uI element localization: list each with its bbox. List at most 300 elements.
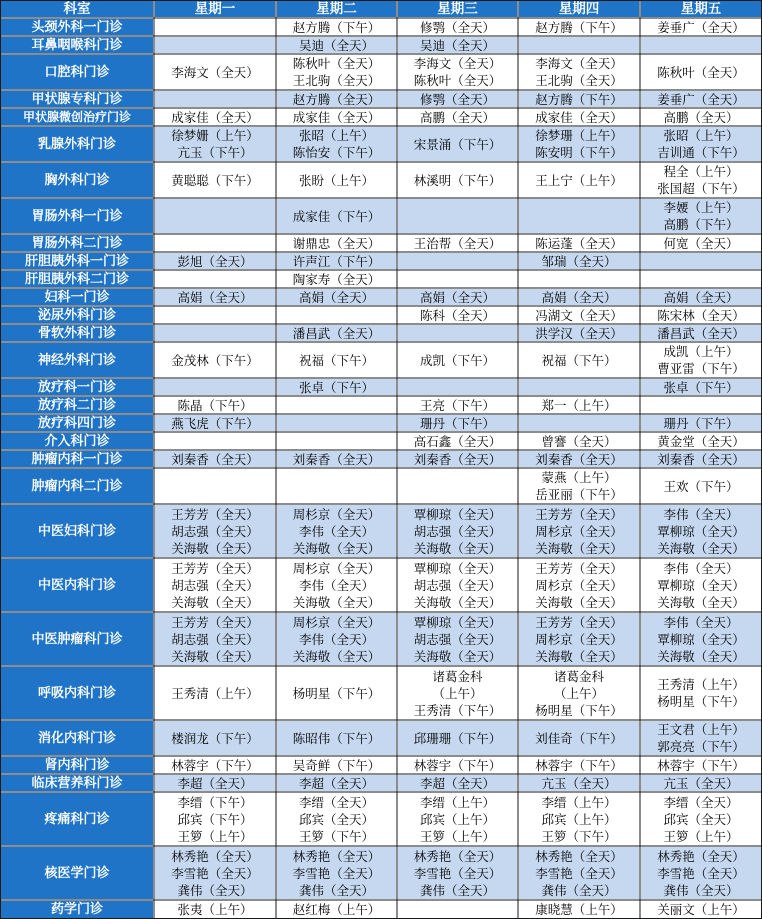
doctor-entry: 王箩（上午） [419, 828, 495, 844]
doctor-entry: 姜垂广（全天） [657, 19, 745, 35]
doctor-entry: 覃柳琼（全天） [657, 577, 745, 593]
doctor-entry: 关海敬（全天） [657, 594, 745, 610]
doctor-entry: 成凯（上午） [663, 344, 739, 359]
doctor-entry: 王治帮（全天） [413, 235, 502, 251]
doctor-entry: 何宽（全天） [663, 235, 739, 251]
doctor-entry: 李伟（全天） [298, 631, 374, 647]
dept-cell [1, 559, 153, 611]
doctor-entry: 杨明星（下午） [535, 702, 623, 718]
schedule-cell [519, 433, 639, 449]
schedule-cell [641, 289, 761, 305]
dept-cell [1, 253, 153, 269]
dept-cell [1, 55, 153, 89]
doctor-entry: 关丽文（上午） [657, 902, 745, 917]
schedule-cell [641, 847, 761, 899]
schedule-cell [277, 793, 396, 845]
schedule-cell [519, 325, 639, 341]
header-label: 科室 [63, 1, 91, 17]
dept-label: 甲状腺微创治疗门诊 [22, 109, 131, 124]
doctor-entry: 李海文（全天） [535, 56, 623, 71]
schedule-cell [641, 451, 761, 467]
doctor-entry: 邱珊珊（下午） [413, 730, 502, 746]
schedule-cell [519, 379, 639, 395]
dept-label: 口腔科门诊 [44, 64, 110, 80]
schedule-cell [155, 343, 275, 377]
doctor-entry: 龚伟（全天） [663, 882, 739, 898]
schedule-cell [398, 451, 517, 467]
doctor-entry: 胡志强（全天） [413, 631, 502, 647]
schedule-cell [641, 433, 761, 449]
dept-cell [1, 433, 153, 449]
schedule-cell [398, 667, 517, 719]
doctor-entry: 龚伟（全天） [177, 882, 253, 898]
schedule-cell [641, 775, 761, 791]
dept-label: 中医内科门诊 [37, 577, 116, 593]
doctor-entry: 成家佳（全天） [535, 109, 623, 125]
doctor-entry: 张卓（下午） [663, 379, 739, 395]
schedule-cell [519, 37, 639, 53]
doctor-entry: 李超（全天） [419, 775, 495, 791]
schedule-cell [398, 415, 517, 431]
doctor-entry: 康晓慧（上午） [535, 902, 623, 917]
schedule-cell [155, 289, 275, 305]
doctor-entry: 陈昭伟（下午） [292, 730, 381, 746]
dept-cell [1, 397, 153, 413]
dept-cell [1, 505, 153, 557]
schedule-cell [277, 199, 396, 233]
doctor-entry: 祝福（下午） [541, 352, 617, 368]
schedule-cell [155, 451, 275, 467]
doctor-entry: 王文君（上午） [657, 722, 745, 737]
doctor-entry: 赵方腾（全天） [292, 91, 381, 107]
doctor-entry: 亢玉（下午） [177, 145, 253, 160]
doctor-entry: 胡志强（全天） [171, 523, 259, 539]
doctor-entry: 李超（全天） [177, 775, 253, 791]
schedule-cell [398, 325, 517, 341]
schedule-cell [155, 793, 275, 845]
doctor-entry: 林蓉宇（下午） [535, 757, 623, 773]
schedule-cell [155, 757, 275, 773]
doctor-entry: 李雪艳（全天） [413, 865, 502, 881]
dept-label: 妇科一门诊 [44, 289, 110, 305]
schedule-cell [398, 289, 517, 305]
dept-cell [1, 469, 153, 503]
header-label: 星期三 [437, 1, 478, 17]
schedule-cell [155, 199, 275, 233]
schedule-cell [155, 235, 275, 251]
schedule-cell [519, 451, 639, 467]
doctor-entry: 陈宋林（全天） [657, 307, 745, 323]
dept-label: 核医学门诊 [44, 865, 110, 881]
doctor-entry: 张盼（上午） [298, 172, 374, 188]
doctor-entry: 徐梦姗（上午） [171, 128, 259, 143]
schedule-cell [519, 415, 639, 431]
schedule-cell [519, 55, 639, 89]
schedule-cell [398, 397, 517, 413]
doctor-entry: 周杉京（全天） [535, 631, 623, 647]
schedule-cell [277, 757, 396, 773]
doctor-entry: 吴迪（全天） [419, 37, 495, 53]
schedule-cell [398, 199, 517, 233]
schedule-cell [277, 163, 396, 197]
header-label: 星期五 [680, 1, 722, 17]
dept-label: 药学门诊 [50, 902, 103, 917]
schedule-cell [641, 343, 761, 377]
doctor-entry: 覃柳琼（全天） [413, 560, 502, 576]
doctor-entry: 王芳芳（全天） [171, 560, 259, 576]
schedule-cell [398, 307, 517, 323]
doctor-entry: 周杉京（全天） [292, 560, 381, 576]
doctor-entry: 陈秋叶（全天） [657, 64, 745, 80]
schedule-cell [155, 91, 275, 107]
schedule-cell [398, 847, 517, 899]
doctor-entry: 高石鑫（全天） [413, 433, 502, 449]
doctor-entry: 李雪艳（全天） [171, 865, 259, 881]
schedule-cell [641, 793, 761, 845]
dept-label: 甲状腺专科门诊 [31, 91, 123, 107]
schedule-cell [398, 775, 517, 791]
dept-label: 肿瘤内科二门诊 [31, 478, 123, 494]
doctor-entry: 赵方腾（下午） [535, 91, 623, 107]
dept-cell [1, 91, 153, 107]
header-label: 星期一 [194, 1, 236, 17]
doctor-entry: 邹瑞（全天） [541, 253, 617, 269]
schedule-cell [519, 775, 639, 791]
schedule-cell [519, 271, 639, 287]
doctor-entry: 郑一（上午） [541, 397, 617, 413]
doctor-entry: 宋景涌（下午） [413, 136, 502, 152]
doctor-entry: 张昭（上午） [663, 128, 739, 143]
schedule-cell [519, 613, 639, 665]
doctor-entry: 成家佳（下午） [292, 208, 381, 224]
doctor-entry: 高娟（全天） [298, 289, 374, 305]
doctor-entry: 王芳芳（全天） [535, 506, 623, 522]
schedule-cell [277, 469, 396, 503]
schedule-cell [155, 109, 275, 125]
schedule-cell [277, 19, 396, 35]
doctor-entry: 李缙（上午） [541, 794, 617, 810]
dept-label: 介入科门诊 [44, 433, 110, 449]
doctor-entry: 张昭（上午） [298, 128, 374, 143]
doctor-entry: 关海敬（全天） [535, 594, 623, 610]
schedule-cell [641, 109, 761, 125]
schedule-cell [155, 433, 275, 449]
doctor-entry: 胡志强（全天） [413, 523, 502, 539]
header-day [641, 1, 761, 17]
doctor-entry: 吴迪（全天） [298, 37, 374, 53]
doctor-entry: 吴奇鲜（下午） [292, 757, 381, 773]
doctor-entry: 李伟（全天） [663, 560, 739, 576]
doctor-entry: 亢玉（全天） [541, 775, 617, 791]
doctor-entry: 王箩（下午） [298, 828, 374, 844]
doctor-entry: 李伟（全天） [663, 614, 739, 630]
schedule-cell [519, 757, 639, 773]
schedule-cell [277, 505, 396, 557]
schedule-cell [155, 379, 275, 395]
doctor-entry: 彭旭（全天） [177, 253, 253, 269]
doctor-entry: 陈秋叶（全天） [292, 56, 381, 71]
doctor-entry: 程全（上午） [663, 164, 739, 179]
dept-cell [1, 901, 153, 918]
schedule-cell [519, 127, 639, 161]
doctor-entry: 冯湖文（全天） [535, 307, 623, 323]
doctor-entry: 燕飞虎（下午） [171, 415, 259, 431]
doctor-entry: 周杉京（全天） [292, 506, 381, 522]
doctor-entry: 刘佳奇（下午） [535, 730, 623, 746]
doctor-entry: 祝福（下午） [298, 352, 374, 368]
schedule-cell [519, 559, 639, 611]
dept-cell [1, 289, 153, 305]
doctor-entry: 覃柳琼（全天） [413, 506, 502, 522]
schedule-cell [277, 901, 396, 918]
dept-label: 泌尿外科门诊 [37, 307, 116, 323]
schedule-cell [398, 793, 517, 845]
dept-label: 疼痛科门诊 [44, 811, 110, 827]
schedule-cell [277, 289, 396, 305]
doctor-entry: 关海敬（全天） [171, 540, 259, 556]
schedule-cell [277, 91, 396, 107]
schedule-cell [155, 469, 275, 503]
doctor-entry: 关海敬（全天） [413, 648, 502, 664]
schedule-cell [398, 271, 517, 287]
schedule-cell [277, 271, 396, 287]
dept-cell [1, 451, 153, 467]
schedule-cell [519, 289, 639, 305]
header-day [398, 1, 517, 17]
schedule-cell [519, 721, 639, 755]
dept-label: 肾内科门诊 [44, 757, 110, 773]
schedule-cell [398, 235, 517, 251]
doctor-entry: 邱宾（上午） [419, 811, 495, 827]
doctor-entry: 徐梦珊（上午） [535, 128, 623, 143]
schedule-cell [277, 343, 396, 377]
doctor-entry: （上午） [432, 685, 483, 701]
doctor-entry: 潘昌武（全天） [657, 325, 745, 341]
doctor-entry: 杨明星（下午） [292, 685, 381, 701]
schedule-cell [519, 307, 639, 323]
doctor-entry: 林秀艳（全天） [171, 848, 259, 864]
header-dept [1, 1, 153, 17]
doctor-entry: 王芳芳（全天） [535, 614, 623, 630]
doctor-entry: 王箩（上午） [663, 828, 739, 844]
doctor-entry: 吉训通（下午） [657, 145, 745, 160]
dept-cell [1, 37, 153, 53]
dept-label: 胸外科门诊 [44, 172, 110, 188]
dept-label: 肝胆胰外科一门诊 [24, 253, 129, 269]
doctor-entry: 张夷（上午） [177, 902, 253, 917]
schedule-cell [641, 235, 761, 251]
schedule-cell [155, 19, 275, 35]
dept-cell [1, 271, 153, 287]
doctor-entry: 成家佳（全天） [292, 109, 381, 125]
dept-cell [1, 325, 153, 341]
doctor-entry: 李伟（全天） [298, 577, 374, 593]
dept-cell [1, 721, 153, 755]
schedule-cell [398, 37, 517, 53]
schedule-cell [641, 901, 761, 918]
dept-cell [1, 415, 153, 431]
doctor-entry: 周杉京（全天） [535, 577, 623, 593]
schedule-cell [641, 37, 761, 53]
doctor-entry: 修鹗（全天） [419, 91, 495, 107]
doctor-entry: 赵方腾（下午） [535, 19, 623, 35]
doctor-entry: 赵方腾（下午） [292, 19, 381, 35]
doctor-entry: 李超（全天） [298, 775, 374, 791]
schedule-cell [398, 379, 517, 395]
doctor-entry: 曹亚雷（下午） [657, 361, 745, 376]
doctor-entry: 覃柳琼（全天） [413, 614, 502, 630]
dept-cell [1, 109, 153, 125]
schedule-cell [398, 343, 517, 377]
schedule-cell [519, 235, 639, 251]
doctor-entry: 关海敬（全天） [657, 540, 745, 556]
doctor-entry: 王秀清（上午） [171, 685, 259, 701]
dept-label: 呼吸内科门诊 [37, 685, 116, 701]
doctor-entry: 潘昌武（全天） [292, 325, 381, 341]
dept-label: 消化内科门诊 [37, 730, 116, 746]
doctor-entry: 张卓（下午） [298, 379, 374, 395]
doctor-entry: 洪学汉（全天） [535, 325, 623, 341]
schedule-cell [155, 163, 275, 197]
doctor-entry: 李缙（下午） [177, 794, 253, 810]
doctor-entry: 关海敬（全天） [413, 594, 502, 610]
doctor-entry: 陈晶（下午） [177, 397, 253, 413]
doctor-entry: 高娟（全天） [541, 289, 617, 305]
doctor-entry: 刘秦香（全天） [292, 451, 381, 467]
doctor-entry: 李雪艳（全天） [657, 865, 745, 881]
dept-cell [1, 667, 153, 719]
doctor-entry: 珊丹（下午） [663, 415, 739, 431]
schedule-cell [277, 415, 396, 431]
doctor-entry: 蒙燕（上午） [541, 470, 617, 485]
schedule-cell [641, 613, 761, 665]
doctor-entry: 金茂林（下午） [171, 352, 259, 368]
doctor-entry: 邱宾（全天） [298, 811, 374, 827]
header-label: 星期四 [558, 1, 600, 17]
schedule-cell [277, 127, 396, 161]
schedule-cell [155, 721, 275, 755]
doctor-entry: 关海敬（全天） [535, 648, 623, 664]
schedule-cell [641, 253, 761, 269]
doctor-entry: 高鹏（全天） [663, 109, 739, 125]
dept-label: 神经外科门诊 [37, 352, 116, 368]
doctor-entry: 林秀艳（全天） [292, 848, 381, 864]
doctor-entry: 曾謇（全天） [541, 433, 617, 449]
schedule-cell [641, 415, 761, 431]
doctor-entry: 郭亮亮（下午） [657, 739, 745, 754]
doctor-entry: 龚伟（全天） [298, 882, 374, 898]
schedule-cell [398, 613, 517, 665]
dept-cell [1, 775, 153, 791]
doctor-entry: 刘秦香（全天） [171, 451, 259, 467]
schedule-cell [155, 505, 275, 557]
header-day [277, 1, 396, 17]
doctor-entry: 胡志强（全天） [171, 577, 259, 593]
schedule-cell [277, 307, 396, 323]
schedule-cell [641, 721, 761, 755]
dept-cell [1, 19, 153, 35]
schedule-cell [519, 847, 639, 899]
doctor-entry: 王芳芳（全天） [171, 614, 259, 630]
doctor-entry: 关海敬（全天） [171, 594, 259, 610]
doctor-entry: 林蓉宇（下午） [171, 757, 259, 773]
doctor-entry: 王芳芳（全天） [535, 560, 623, 576]
doctor-entry: 刘秦香（全天） [657, 451, 745, 467]
schedule-cell [277, 721, 396, 755]
header-day [519, 1, 639, 17]
schedule-cell [398, 433, 517, 449]
doctor-entry: 诸葛金科 [432, 668, 483, 684]
doctor-entry: 王北驹（全天） [535, 73, 623, 88]
doctor-entry: 邱宾（上午） [541, 811, 617, 827]
header-day [155, 1, 275, 17]
doctor-entry: 李雪艳（全天） [535, 865, 623, 881]
doctor-entry: 王上宁（上午） [535, 172, 623, 188]
schedule-cell [398, 721, 517, 755]
schedule-cell [519, 109, 639, 125]
schedule-cell [155, 307, 275, 323]
dept-cell [1, 163, 153, 197]
schedule-cell [641, 127, 761, 161]
dept-cell [1, 793, 153, 845]
schedule-cell [155, 847, 275, 899]
schedule-cell [277, 613, 396, 665]
schedule-cell [155, 415, 275, 431]
schedule-cell [277, 109, 396, 125]
doctor-entry: 许声江（下午） [292, 253, 381, 269]
doctor-entry: 王芳芳（全天） [171, 506, 259, 522]
schedule-cell [641, 55, 761, 89]
schedule-cell [155, 397, 275, 413]
doctor-entry: 高娟（全天） [419, 289, 495, 305]
doctor-entry: 岳亚丽（下午） [535, 487, 623, 502]
doctor-entry: 姜垂广（全天） [657, 91, 745, 107]
doctor-entry: 覃柳琼（全天） [657, 523, 745, 539]
doctor-entry: 林溪明（下午） [413, 172, 502, 188]
schedule-cell [641, 757, 761, 773]
dept-label: 肝胆胰外科二门诊 [24, 271, 129, 287]
schedule-cell [398, 559, 517, 611]
schedule-cell [519, 19, 639, 35]
dept-label: 放疗科一门诊 [37, 379, 116, 395]
schedule-cell [277, 235, 396, 251]
doctor-entry: 覃柳琼（全天） [657, 631, 745, 647]
schedule-cell [641, 397, 761, 413]
doctor-entry: 李雪艳（全天） [292, 865, 381, 881]
schedule-cell [519, 397, 639, 413]
schedule-cell [398, 757, 517, 773]
doctor-entry: 高鹏（下午） [663, 217, 739, 232]
doctor-entry: 陶家寿（全天） [292, 271, 381, 287]
schedule-cell [155, 613, 275, 665]
schedule-cell [641, 505, 761, 557]
dept-label: 放疗科四门诊 [37, 415, 116, 431]
doctor-entry: 楼润龙（下午） [171, 730, 259, 746]
doctor-entry: 林蓉宇（下午） [413, 757, 502, 773]
schedule-cell [519, 901, 639, 918]
doctor-entry: 刘秦香（全天） [535, 451, 623, 467]
doctor-entry: 关海敬（全天） [292, 648, 381, 664]
schedule-cell [641, 271, 761, 287]
doctor-entry: 林秀艳（全天） [535, 848, 623, 864]
doctor-entry: 邱宾（全天） [663, 811, 739, 827]
schedule-cell [519, 163, 639, 197]
schedule-cell [277, 667, 396, 719]
schedule-cell [277, 451, 396, 467]
header-label: 星期二 [316, 1, 357, 17]
dept-label: 中医肿瘤科门诊 [31, 631, 123, 647]
dept-cell [1, 343, 153, 377]
